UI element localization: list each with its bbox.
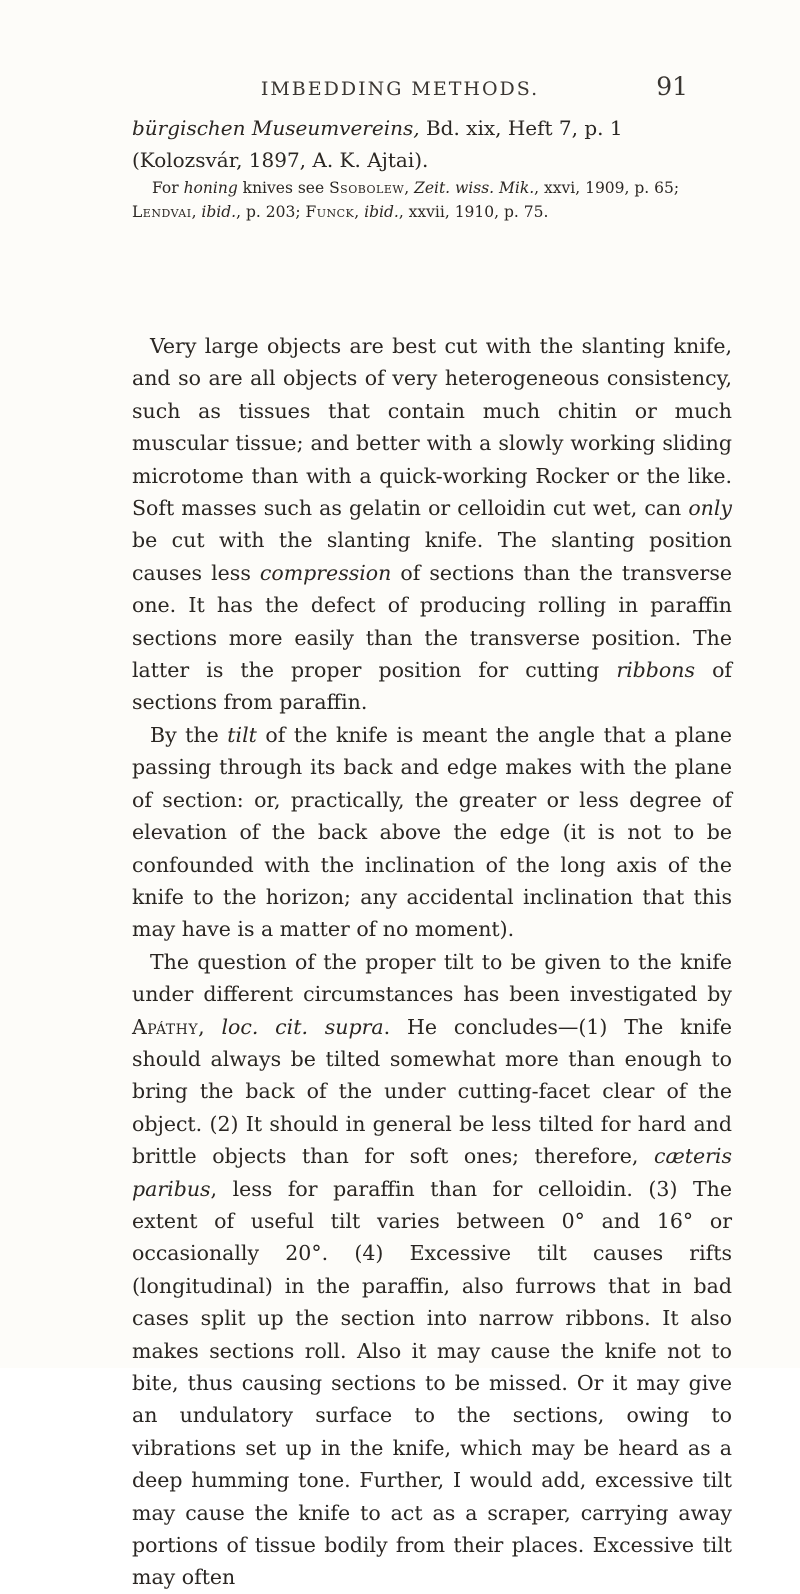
paragraph-slanting-knife: Very large objects are best cut with the slanting knife, and so are all objects of very heterogeneous consistency, such as tissues that contain much chitin or much muscular tissue; and better with a slowly working sliding microtome than with a quick-working Rocker or the like. Soft masses such as gelatin or celloidin cut wet, can only be cut with the slanting knife. The slanting position causes less compression of sections than the transverse one. It has the defect of producing rolling in paraffin sections more easily than the transverse position. The latter is the proper position for cutting ribbons of sections from paraffin. [132, 334, 733, 715]
author-lendvai: Lendvai [132, 203, 192, 221]
paragraph-tilt-definition: By the tilt of the knife is meant the angle that a plane passing through its back and edge makes with the plane of section: or, practically, the greater or less degree of elevation of the back above the edge (it is not to be confounded with the inclination of the long axis of the knife to the horizon; any accidental inclination that this may have is a matter of no moment). [132, 722, 732, 942]
body-text [132, 330, 732, 1594]
reference-block [132, 112, 732, 224]
honing-footnote: For honing knives see Ssobolew, Zeit. wiss. Mik., xxvi, 1909, p. 65; Lendvai, ibid., p. 203; Funck, ibid., xxvii, 1910, p. 75. [132, 179, 680, 221]
reference-details: Bd. xix, Heft 7, p. 1 (Kolozsvár, 1897, A. K. Ajtai). [132, 116, 623, 172]
paragraph-tilt-question: The question of the proper tilt to be given to the knife under different circumstances has been investigated by Apáthy, loc. cit. supra. He concludes—(1) The knife should always be tilted somewhat more than enough to bring the back of the under cutting-facet clear of the object. (2) It should in general be less tilted for hard and brittle objects than for soft ones; therefore, cæteris paribus, less for paraffin than for celloidin. (3) The extent of useful tilt varies between 0° and 16° or occasionally 20°. (4) Excessive tilt causes rifts (longitudinal) in the paraffin, also furrows that in bad cases split up the section into narrow ribbons. It also makes sections roll. Also it may cause the knife not to bite, thus causing sections to be missed. Or it may give an undulatory surface to the sections, owing to vibrations set up in the knife, which may be heard as a deep humming tone. Further, I would add, excessive tilt may cause the knife to act as a scraper, carrying away portions of tissue bodily from their places. Excessive tilt may often [132, 949, 732, 1590]
journal-title: bürgischen Museumvereins, [132, 116, 420, 140]
author-ssobolew: Ssobolew [329, 179, 405, 197]
author-funck: Funck [305, 203, 355, 221]
page-number: 91 [656, 72, 688, 101]
reference-continuation [132, 112, 732, 176]
running-head: IMBEDDING METHODS. [260, 78, 540, 100]
author-apathy: Apáthy [132, 1014, 199, 1039]
